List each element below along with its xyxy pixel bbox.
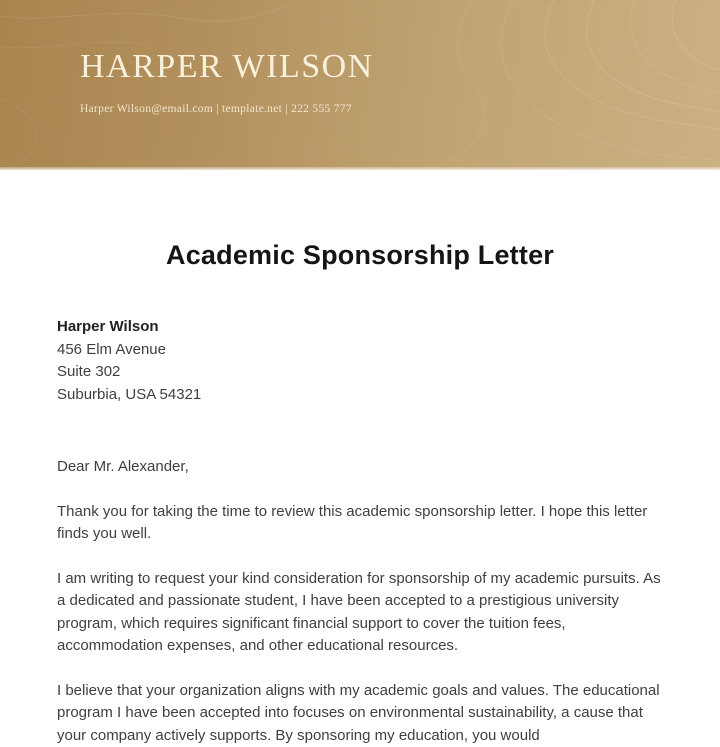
letter-paragraph: I am writing to request your kind consideration for sponsorship of my academic pursuits. As a dedicated and passionate student, I have been accepted to a prestigious university program, which requires significant financial support to cover the tuition fees, accommodation expenses, and other educational resources. xyxy=(57,568,663,658)
sender-address-block xyxy=(57,316,663,406)
sender-name: Harper Wilson xyxy=(57,316,663,339)
letter-title: Academic Sponsorship Letter xyxy=(57,240,663,270)
sender-address-line-3: Suburbia, USA 54321 xyxy=(57,384,663,407)
letter-paragraph: Thank you for taking the time to review this academic sponsorship letter. I hope this letter finds you well. xyxy=(57,501,663,546)
sender-address-line-2: Suite 302 xyxy=(57,361,663,384)
sender-address-line-1: 456 Elm Avenue xyxy=(57,339,663,362)
salutation: Dear Mr. Alexander, xyxy=(57,456,663,479)
letterhead-contact-info: Harper Wilson@email.com | template.net | 222 555 777 xyxy=(80,103,720,115)
letterhead xyxy=(0,0,720,170)
letter-content xyxy=(0,240,720,747)
letterhead-name: HARPER WILSON xyxy=(80,46,720,88)
letter-paragraph: I believe that your organization aligns with my academic goals and values. The educational program I have been accepted into focuses on environmental sustainability, a cause that your company actively supports. By sponsoring my education, you would xyxy=(57,680,663,747)
letterhead-inner xyxy=(0,0,720,115)
